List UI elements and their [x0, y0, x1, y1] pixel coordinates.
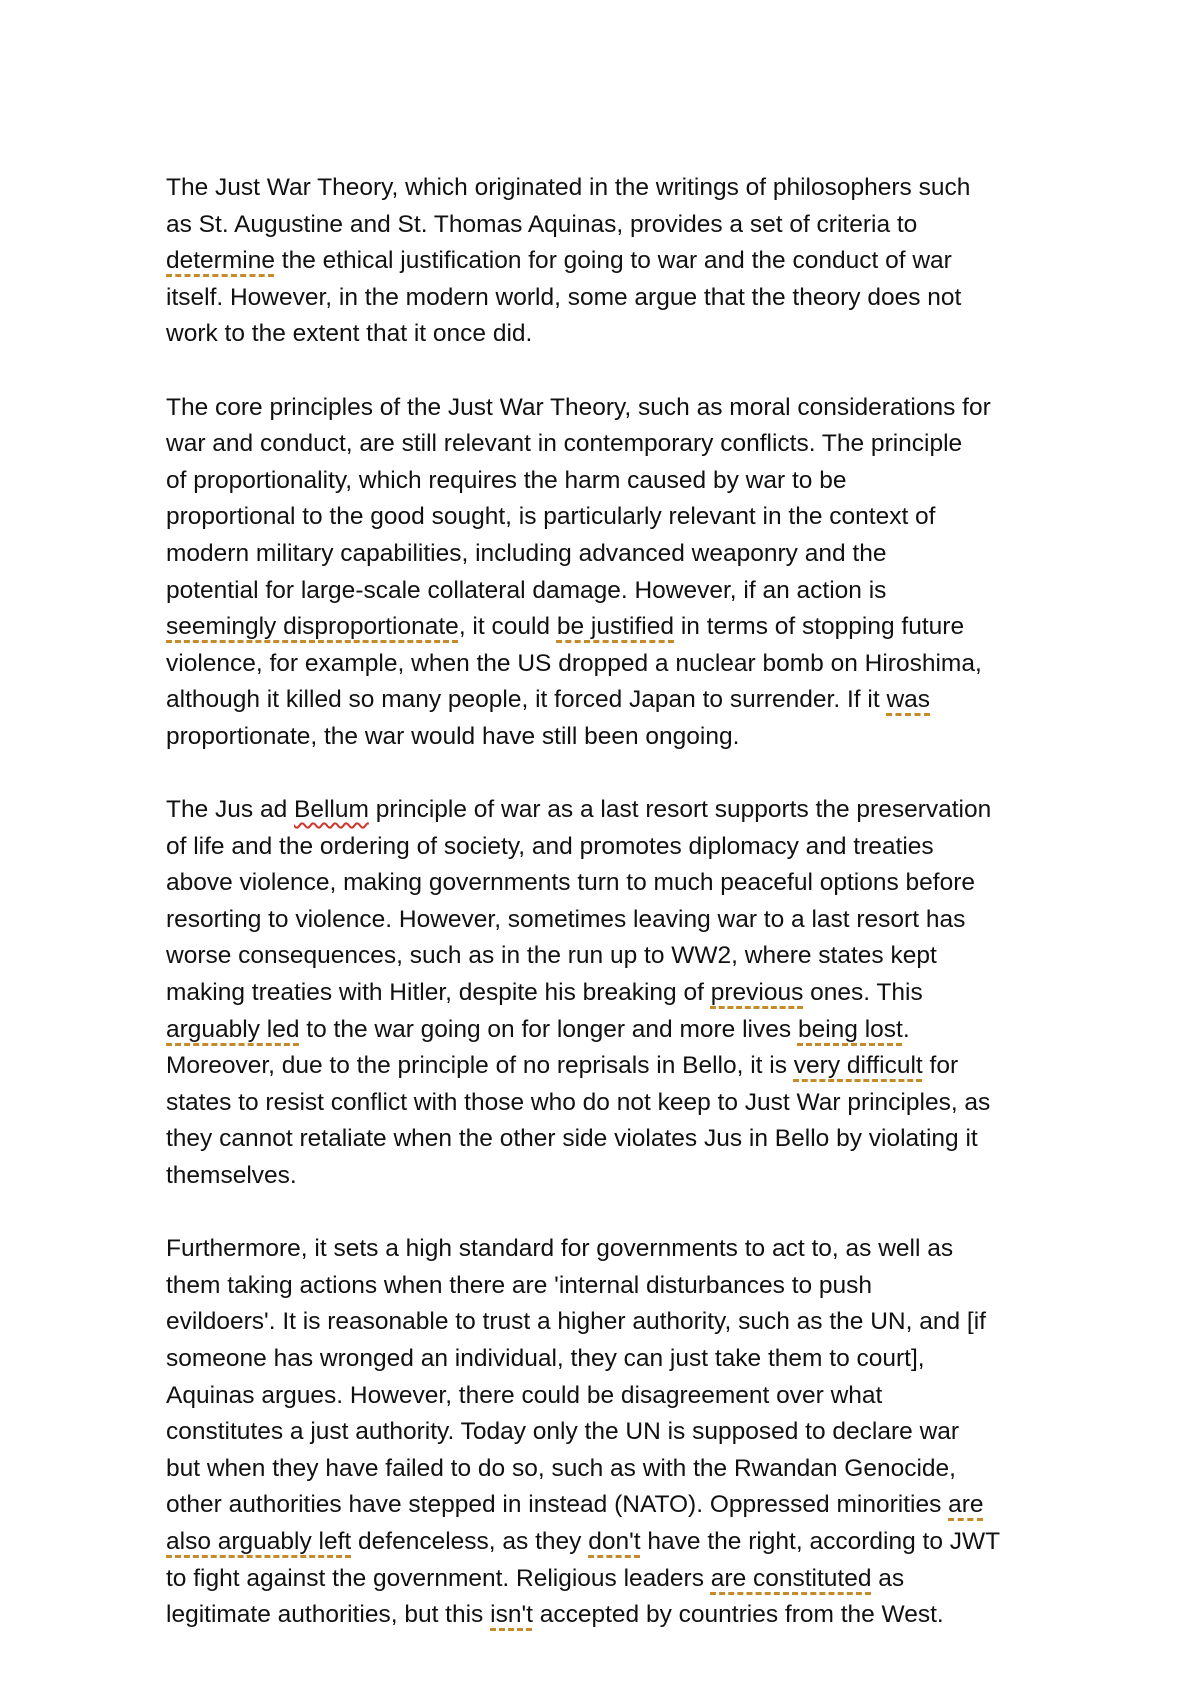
text-segment: as St. Augustine and St. Thomas Aquinas, provides a set of criteria to	[166, 210, 918, 238]
document-body	[166, 170, 1066, 1670]
text-segment: for	[922, 1052, 959, 1080]
text-line	[166, 938, 1066, 975]
text-line	[166, 1451, 1066, 1488]
text-line	[166, 609, 1066, 646]
text-segment: someone has wronged an individual, they can just take them to court],	[166, 1345, 925, 1372]
text-segment: have the right, according to JWT	[640, 1527, 1001, 1555]
grammar-suggestion-underline[interactable]: determine	[166, 247, 275, 275]
text-segment: , it could	[458, 613, 557, 641]
text-segment: potential for large-scale collateral damage. However, if an action is	[166, 576, 887, 604]
text-segment: Moreover, due to the principle of no reprisals in Bello, it is	[166, 1052, 794, 1080]
text-segment: the ethical justification for going to war and the conduct of war	[274, 247, 952, 275]
text-segment: them taking actions when there are 'internal disturbances to push	[166, 1271, 873, 1299]
text-segment: of life and the ordering of society, and promotes diplomacy and treaties	[166, 832, 934, 860]
text-line	[166, 682, 1066, 719]
grammar-suggestion-underline[interactable]: previous	[710, 979, 804, 1007]
text-line	[166, 902, 1066, 939]
text-segment: itself. However, in the modern world, some argue that the theory does not	[166, 283, 962, 311]
text-segment: to fight against the government. Religious leaders	[166, 1564, 711, 1592]
text-line	[166, 316, 1066, 353]
grammar-suggestion-underline[interactable]: very difficult	[793, 1052, 923, 1080]
grammar-suggestion-underline[interactable]: are constituted	[710, 1564, 872, 1592]
text-segment: evildoers'. It is reasonable to trust a higher authority, such as the UN, and [if	[166, 1308, 986, 1336]
text-segment: constitutes a just authority. Today only the UN is supposed to declare war	[166, 1418, 960, 1446]
text-line	[166, 792, 1066, 829]
text-segment: violence, for example, when the US dropped a nuclear bomb on Hiroshima,	[166, 649, 982, 677]
text-line	[166, 207, 1066, 244]
grammar-suggestion-underline[interactable]: was	[886, 686, 931, 714]
spelling-error-underline[interactable]: Bellum	[294, 796, 369, 824]
text-line	[166, 1304, 1066, 1341]
text-line	[166, 1487, 1066, 1524]
text-line	[166, 646, 1066, 683]
text-segment: The Just War Theory, which originated in the writings of philosophers such	[166, 174, 971, 201]
text-segment: legitimate authorities, but this	[166, 1601, 491, 1629]
grammar-suggestion-underline[interactable]: arguably led	[166, 1015, 300, 1043]
paragraph	[166, 792, 1066, 1195]
text-segment: proportional to the good sought, is particularly relevant in the context of	[166, 503, 936, 531]
text-segment: they cannot retaliate when the other side violates Jus in Bello by violating it	[166, 1125, 978, 1153]
text-segment: making treaties with Hitler, despite his breaking of	[166, 979, 711, 1007]
text-line	[166, 829, 1066, 866]
text-segment: to the war going on for longer and more lives	[299, 1015, 798, 1043]
grammar-suggestion-underline[interactable]: are	[948, 1491, 984, 1519]
text-line	[166, 865, 1066, 902]
grammar-suggestion-underline[interactable]: don't	[588, 1527, 641, 1555]
text-line	[166, 463, 1066, 500]
text-line	[166, 426, 1066, 463]
text-line	[166, 1378, 1066, 1415]
text-segment: proportionate, the war would have still been ongoing.	[166, 722, 740, 750]
text-line	[166, 1268, 1066, 1305]
text-segment: themselves.	[166, 1162, 297, 1190]
text-line	[166, 1231, 1066, 1268]
text-line	[166, 719, 1066, 756]
text-line	[166, 975, 1066, 1012]
text-line	[166, 1048, 1066, 1085]
paragraph	[166, 1231, 1066, 1634]
text-segment: above violence, making governments turn to much peaceful options before	[166, 869, 975, 897]
text-segment: The Jus ad	[166, 796, 295, 824]
text-segment: modern military capabilities, including advanced weaponry and the	[166, 539, 887, 567]
text-segment: although it killed so many people, it forced Japan to surrender. If it	[166, 686, 887, 714]
paragraph	[166, 170, 1066, 353]
text-segment: .	[902, 1015, 910, 1043]
text-line	[166, 390, 1066, 427]
grammar-suggestion-underline[interactable]: isn't	[490, 1601, 533, 1629]
text-segment: ones. This	[803, 979, 923, 1007]
text-line	[166, 1158, 1066, 1195]
text-line	[166, 1341, 1066, 1378]
text-line	[166, 499, 1066, 536]
grammar-suggestion-underline[interactable]: be justified	[556, 613, 675, 641]
text-segment: Aquinas argues. However, there could be disagreement over what	[166, 1381, 883, 1409]
text-line	[166, 170, 1066, 207]
text-segment: but when they have failed to do so, such as with the Rwandan Genocide,	[166, 1454, 956, 1482]
text-segment: principle of war as a last resort supports the preservation	[368, 796, 992, 824]
text-segment: of proportionality, which requires the harm caused by war to be	[166, 466, 847, 494]
text-line	[166, 1414, 1066, 1451]
text-line	[166, 1597, 1066, 1634]
text-segment: war and conduct, are still relevant in contemporary conflicts. The principle	[166, 430, 963, 458]
text-line	[166, 1121, 1066, 1158]
text-segment: as	[871, 1564, 905, 1592]
text-segment: defenceless, as they	[351, 1527, 589, 1555]
text-segment: work to the extent that it once did.	[166, 320, 533, 348]
paragraph	[166, 390, 1066, 756]
text-segment: accepted by countries from the West.	[532, 1601, 944, 1629]
text-segment: in terms of stopping future	[674, 613, 965, 641]
grammar-suggestion-underline[interactable]: being lost	[797, 1015, 903, 1043]
text-line	[166, 536, 1066, 573]
text-line	[166, 1085, 1066, 1122]
text-line	[166, 1524, 1066, 1561]
text-line	[166, 280, 1066, 317]
text-line	[166, 1561, 1066, 1598]
text-segment: resorting to violence. However, sometimes leaving war to a last resort has	[166, 905, 966, 933]
text-segment: worse consequences, such as in the run up to WW2, where states kept	[166, 942, 937, 970]
text-segment: other authorities have stepped in instead (NATO). Oppressed minorities	[166, 1491, 949, 1519]
text-line	[166, 1012, 1066, 1049]
text-line	[166, 573, 1066, 610]
grammar-suggestion-underline[interactable]: seemingly disproportionate	[166, 613, 459, 641]
text-segment: The core principles of the Just War Theory, such as moral considerations for	[166, 393, 991, 421]
text-segment: states to resist conflict with those who do not keep to Just War principles, as	[166, 1088, 991, 1116]
text-segment: Furthermore, it sets a high standard for governments to act to, as well as	[166, 1235, 954, 1263]
grammar-suggestion-underline[interactable]: also arguably left	[166, 1527, 352, 1555]
text-line	[166, 243, 1066, 280]
